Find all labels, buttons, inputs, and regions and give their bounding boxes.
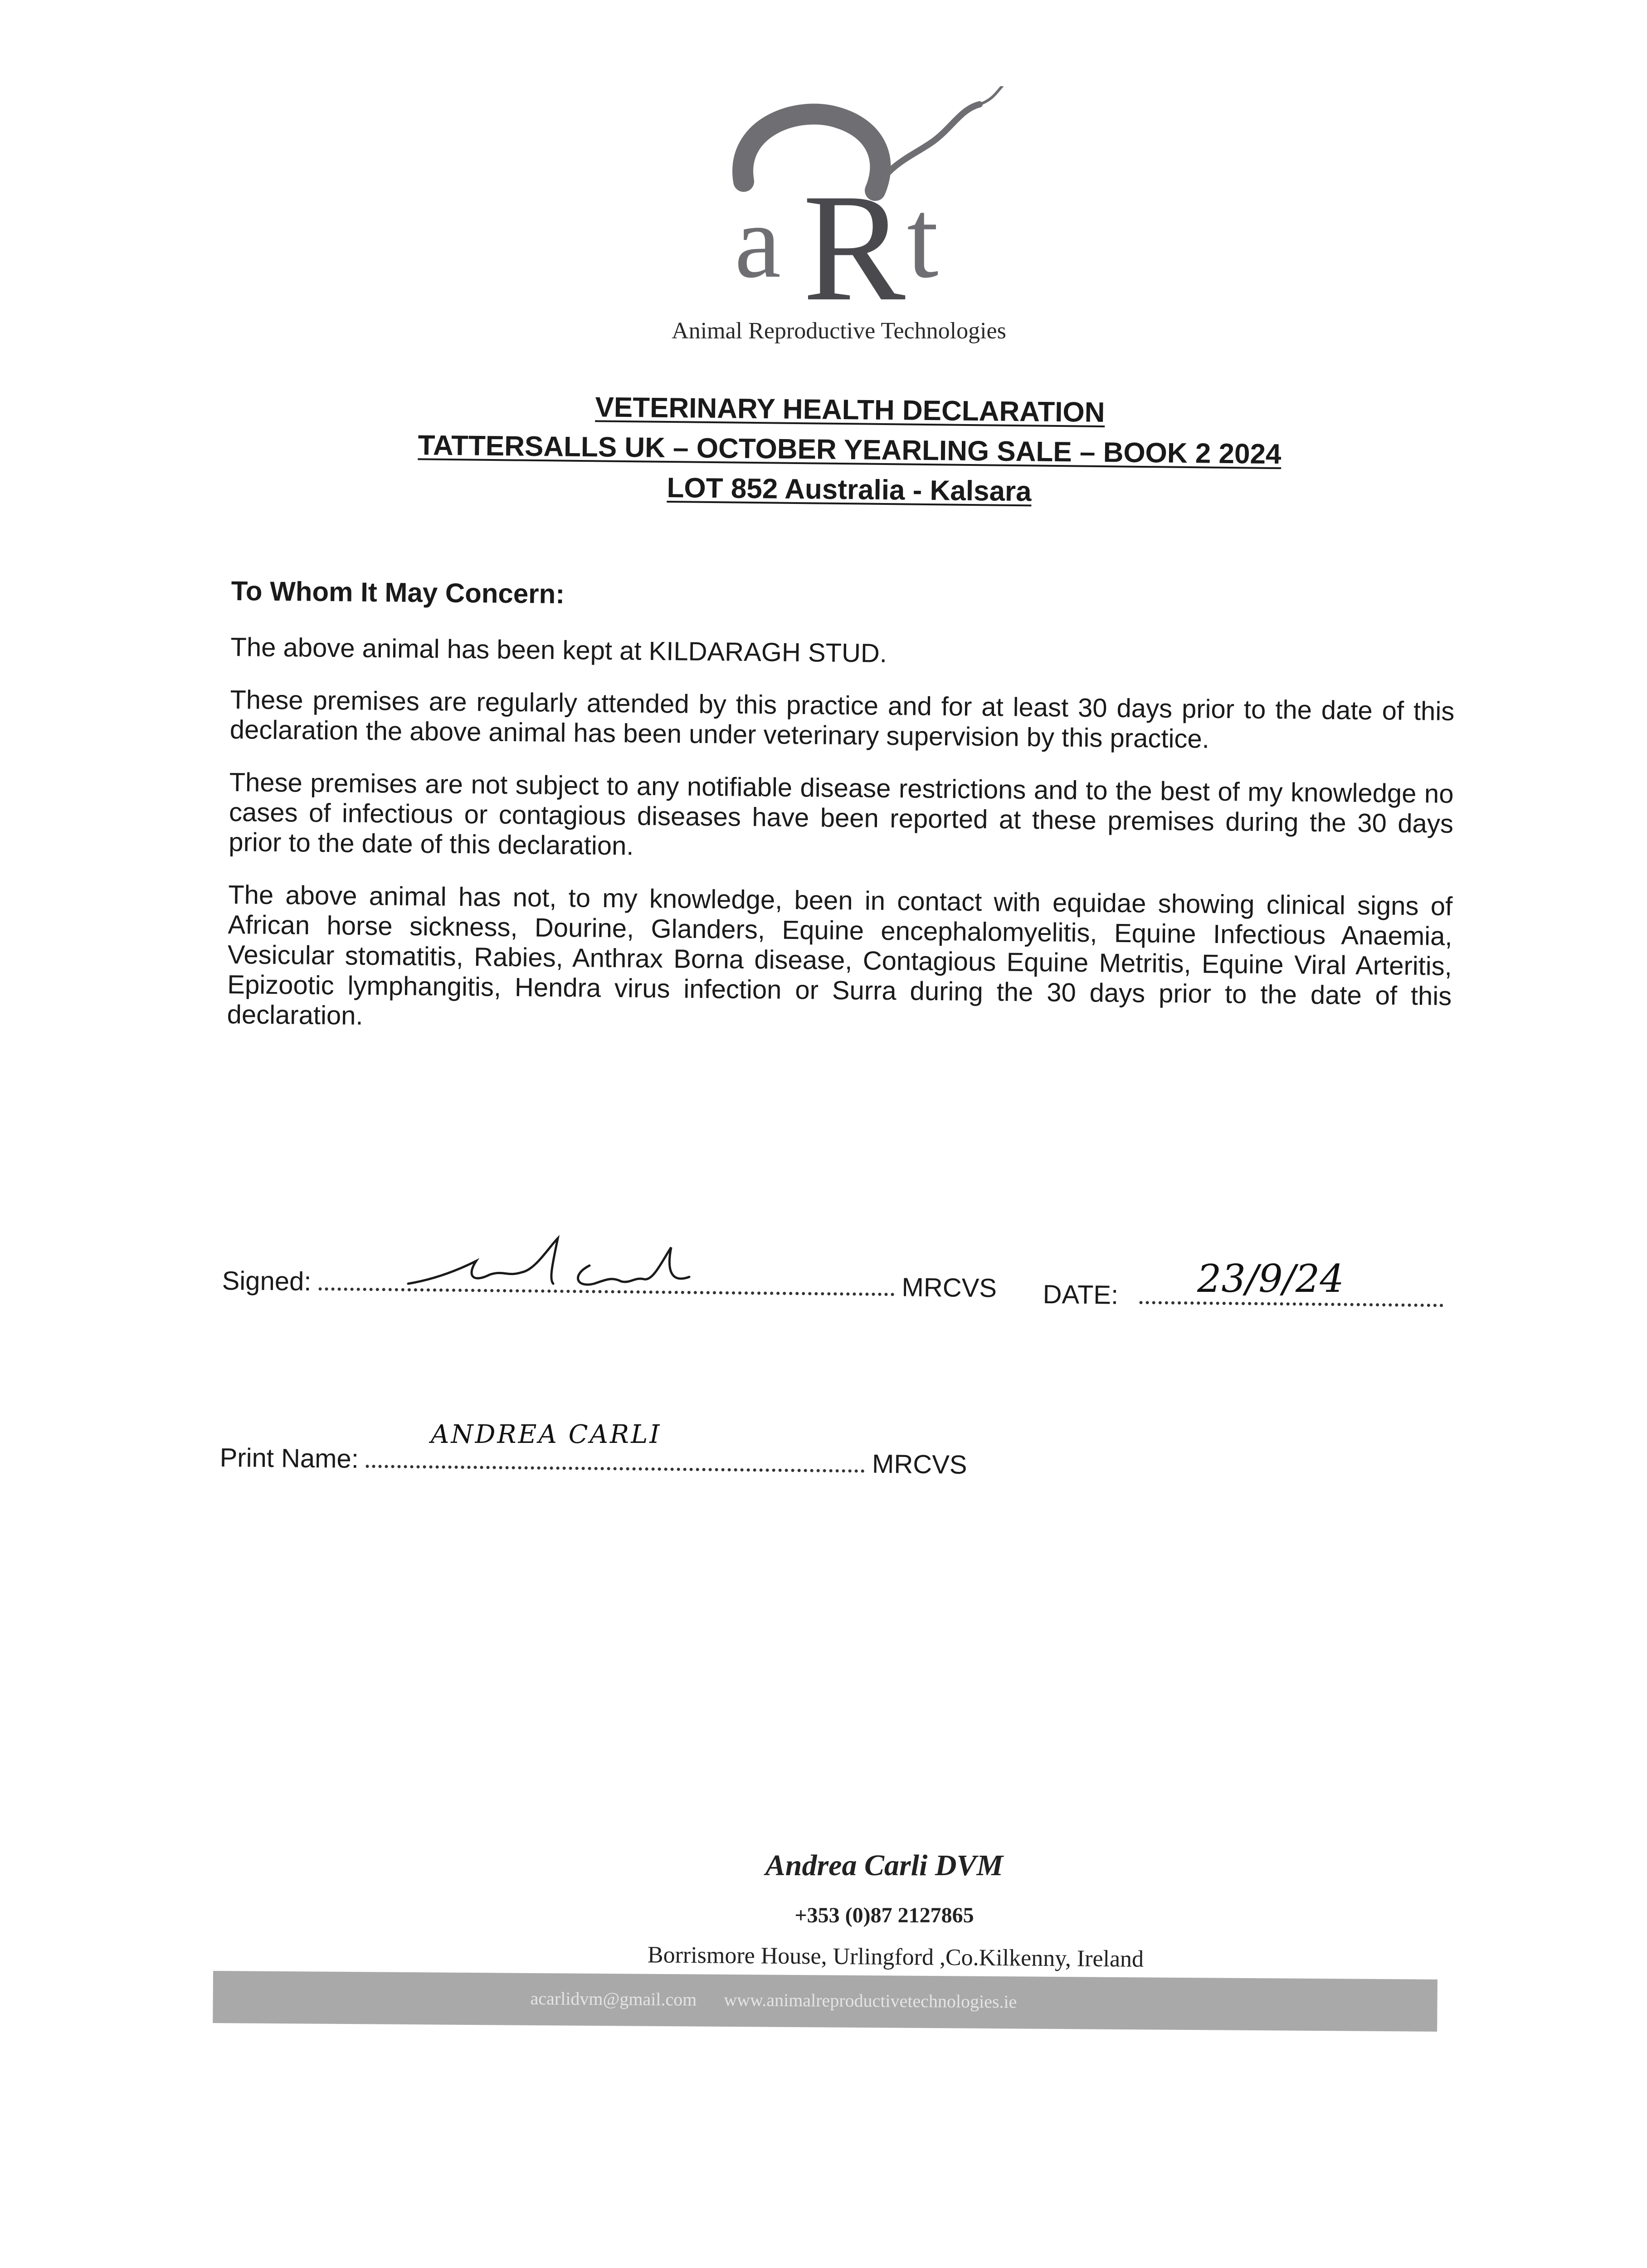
footer-address: Borrismore House, Urlingford ,Co.Kilkenny, Ireland: [647, 1942, 1144, 1972]
print-name-line: [366, 1460, 865, 1473]
footer-vet-name: Andrea Carli DVM: [765, 1849, 1004, 1882]
paragraph: The above animal has been kept at KILDARAGH STUD.: [230, 632, 887, 668]
logo-letter-r: R: [803, 162, 906, 333]
footer-contact-bar: [213, 1971, 1437, 2032]
salutation: To Whom It May Concern:: [231, 576, 565, 610]
print-name-label: Print Name:: [219, 1443, 359, 1474]
footer-contact-text: [530, 1988, 1039, 2013]
footer-website[interactable]: www.animalreproductivetechnologies.ie: [724, 1989, 1017, 2012]
signed-label: Signed:: [222, 1266, 312, 1296]
print-name-suffix: MRCVS: [872, 1449, 967, 1480]
signed-suffix: MRCVS: [901, 1272, 997, 1303]
declaration-header: [407, 386, 1292, 514]
header-lot: LOT 852 Australia - Kalsara: [667, 472, 1032, 508]
declaration-body: [227, 576, 1456, 1064]
footer-email[interactable]: acarlidvm@gmail.com: [530, 1988, 697, 2010]
logo-letter-t: t: [907, 176, 939, 302]
footer-phone: +353 (0)87 2127865: [794, 1903, 974, 1927]
paragraph: The above animal has not, to my knowledge, been in contact with equidae showing clinical signs of African horse sickness, Dourine, Glanders, Equine encephalomyelitis, Equine Infectious Anaemia, Vesicular stomatitis, Rabies, Anthrax Borna disease, Contagious Equine Metritis, Equine Viral Arteritis, Epizootic lymphangitis, Hendra virus infection or Surra during the 30 days prior to the date of this declaration.: [227, 880, 1453, 1031]
paragraph: These premises are regularly attended by this practice and for at least 30 days prior to the date of this declaration the above animal has been under veterinary supervision by this practice.: [229, 684, 1455, 754]
date-label: DATE:: [1043, 1280, 1119, 1310]
logo-letter-a: a: [735, 184, 781, 299]
date-value: 23/9/24: [1197, 1256, 1344, 1301]
signature-mark: [399, 1234, 726, 1306]
print-name-value: ANDREA CARLI: [431, 1420, 662, 1449]
logo-tagline: Animal Reproductive Technologies: [672, 318, 1006, 344]
art-logo: [726, 86, 1007, 340]
paragraph: These premises are not subject to any notifiable disease restrictions and to the best of my knowledge no cases of infectious or contagious diseases have been reported at these premises during the 30 days prior to the date of this declaration.: [229, 767, 1454, 861]
header-sale: TATTERSALLS UK – OCTOBER YEARLING SALE – BOOK 2 2024: [418, 430, 1282, 470]
header-title: VETERINARY HEALTH DECLARATION: [595, 391, 1105, 429]
